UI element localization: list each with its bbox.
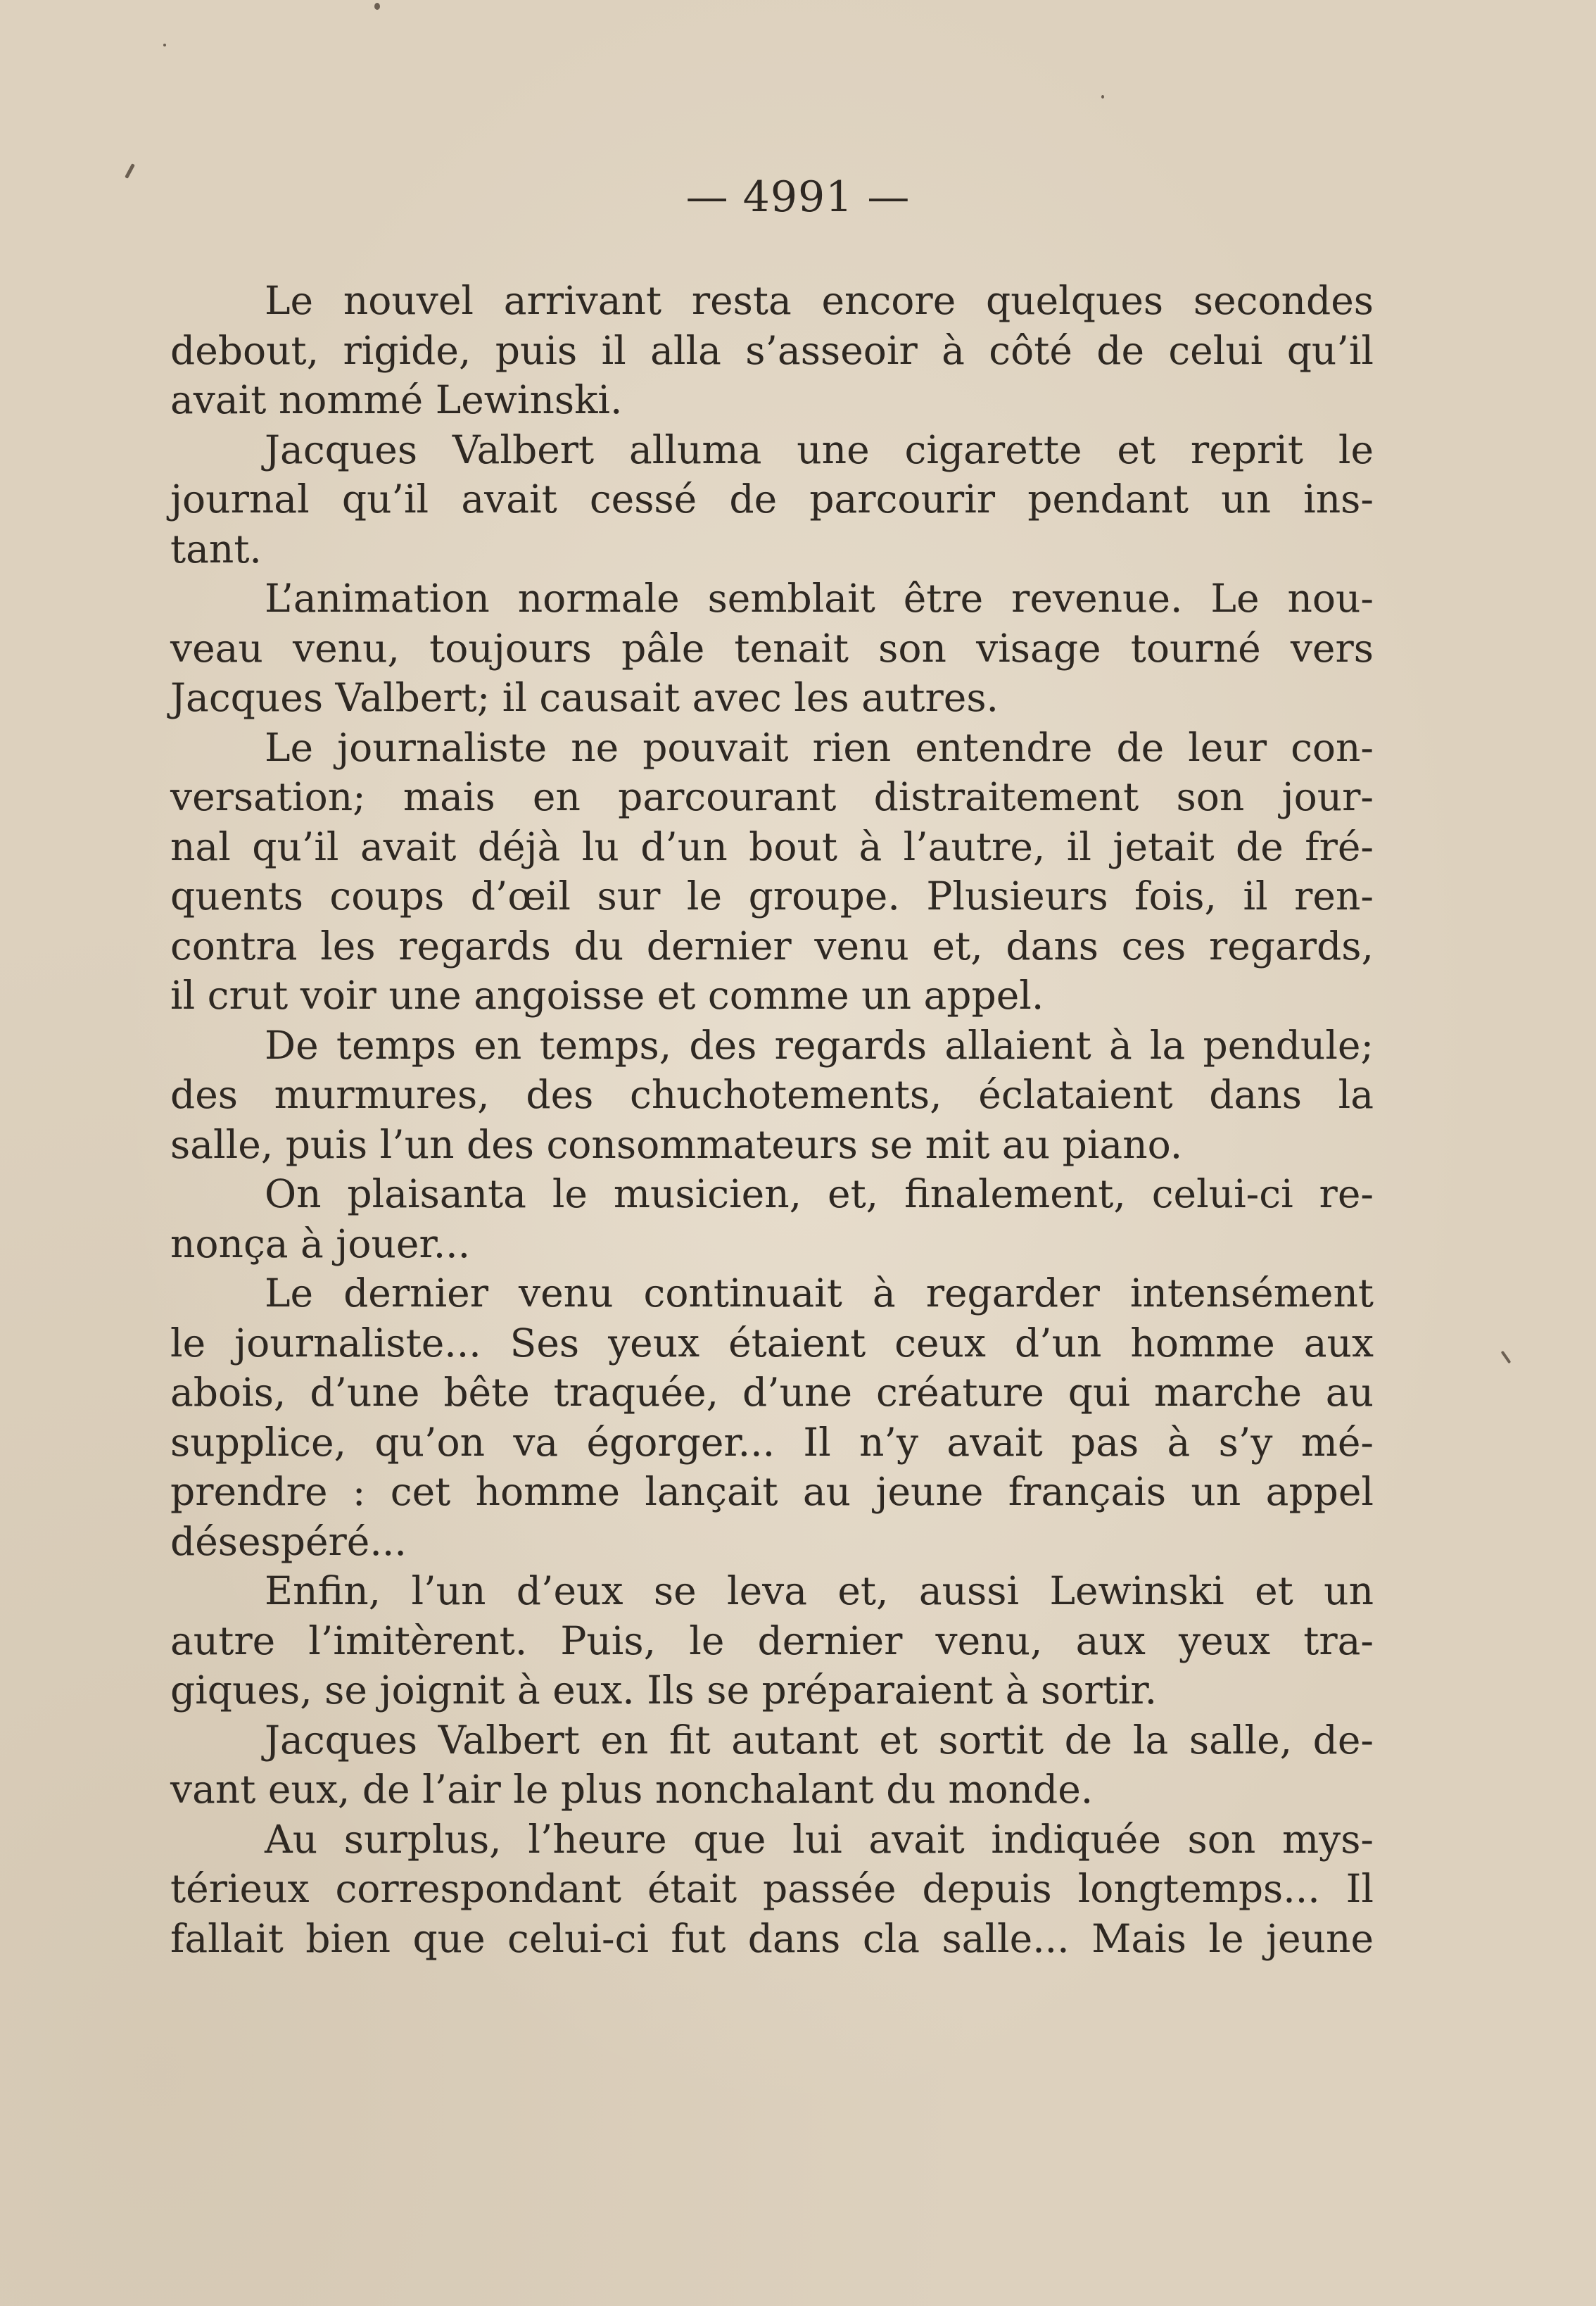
- text-line: tant.: [170, 526, 262, 572]
- text-line: il crut voir une angoisse et comme un appel.: [170, 973, 1044, 1018]
- text-line: Le journaliste ne pouvait rien entendre de leur con-: [265, 724, 1374, 770]
- text-line: abois, d’une bête traquée, d’une créature qui marche au: [170, 1370, 1374, 1415]
- text-line: Jacques Valbert alluma une cigarette et reprit le: [265, 427, 1374, 472]
- text-line: Jacques Valbert; il causait avec les autres.: [170, 675, 999, 720]
- text-line: autre l’imitèrent. Puis, le dernier venu, aux yeux tra-: [170, 1618, 1374, 1663]
- text-line: supplice, qu’on va égorger... Il n’y avait pas à s’y mé-: [170, 1419, 1374, 1465]
- text-line: debout, rigide, puis il alla s’asseoir à côté de celui qu’il: [170, 327, 1374, 373]
- text-line: versation; mais en parcourant distraitement son jour-: [170, 774, 1374, 819]
- text-line: De temps en temps, des regards allaient à la pendule;: [265, 1022, 1374, 1068]
- paper-speck: [163, 44, 166, 46]
- text-line: avait nommé Lewinski.: [170, 377, 623, 422]
- text-line: Au surplus, l’heure que lui avait indiquée son mys-: [265, 1816, 1374, 1862]
- text-line: Jacques Valbert en fit autant et sortit de la salle, de-: [265, 1717, 1374, 1763]
- text-line: Le dernier venu continuait à regarder intensément: [265, 1271, 1374, 1316]
- text-line: prendre : cet homme lançait au jeune français un appel: [170, 1469, 1374, 1514]
- text-line: On plaisanta le musicien, et, finalement, celui-ci re-: [265, 1171, 1374, 1216]
- text-line: veau venu, toujours pâle tenait son visage tourné vers: [170, 625, 1374, 671]
- text-line: L’animation normale semblait être revenue. Le nou-: [265, 576, 1374, 621]
- text-line: Enfin, l’un d’eux se leva et, aussi Lewinski et un: [265, 1568, 1374, 1613]
- text-line: journal qu’il avait cessé de parcourir pendant un ins-: [170, 477, 1374, 522]
- text-line: giques, se joignit à eux. Ils se préparaient à sortir.: [170, 1668, 1158, 1713]
- paper-speck: [1101, 95, 1104, 99]
- text-line: fallait bien que celui-ci fut dans cla salle... Mais le jeune: [170, 1915, 1374, 1961]
- paper-speck: [1501, 1351, 1512, 1364]
- text-line: quents coups d’œil sur le groupe. Plusieurs fois, il ren-: [170, 874, 1374, 919]
- text-line: des murmures, des chuchotements, éclataient dans la: [170, 1072, 1374, 1117]
- text-line: Le nouvel arrivant resta encore quelques secondes: [265, 278, 1374, 323]
- text-line: nonça à jouer...: [170, 1221, 471, 1266]
- text-line: le journaliste... Ses yeux étaient ceux d’un homme aux: [170, 1320, 1374, 1366]
- text-line: vant eux, de l’air le plus nonchalant du monde.: [170, 1767, 1094, 1812]
- text-line: nal qu’il avait déjà lu d’un bout à l’autre, il jetait de fré-: [170, 824, 1374, 869]
- page-number: — 4991 —: [685, 172, 911, 222]
- text-line: désespéré...: [170, 1518, 407, 1564]
- body-text: [170, 276, 1374, 1963]
- text-line: salle, puis l’un des consommateurs se mit au piano.: [170, 1121, 1183, 1167]
- paper-speck: [374, 3, 380, 10]
- text-line: térieux correspondant était passée depuis longtemps... Il: [170, 1866, 1374, 1911]
- text-line: contra les regards du dernier venu et, dans ces regards,: [170, 923, 1374, 969]
